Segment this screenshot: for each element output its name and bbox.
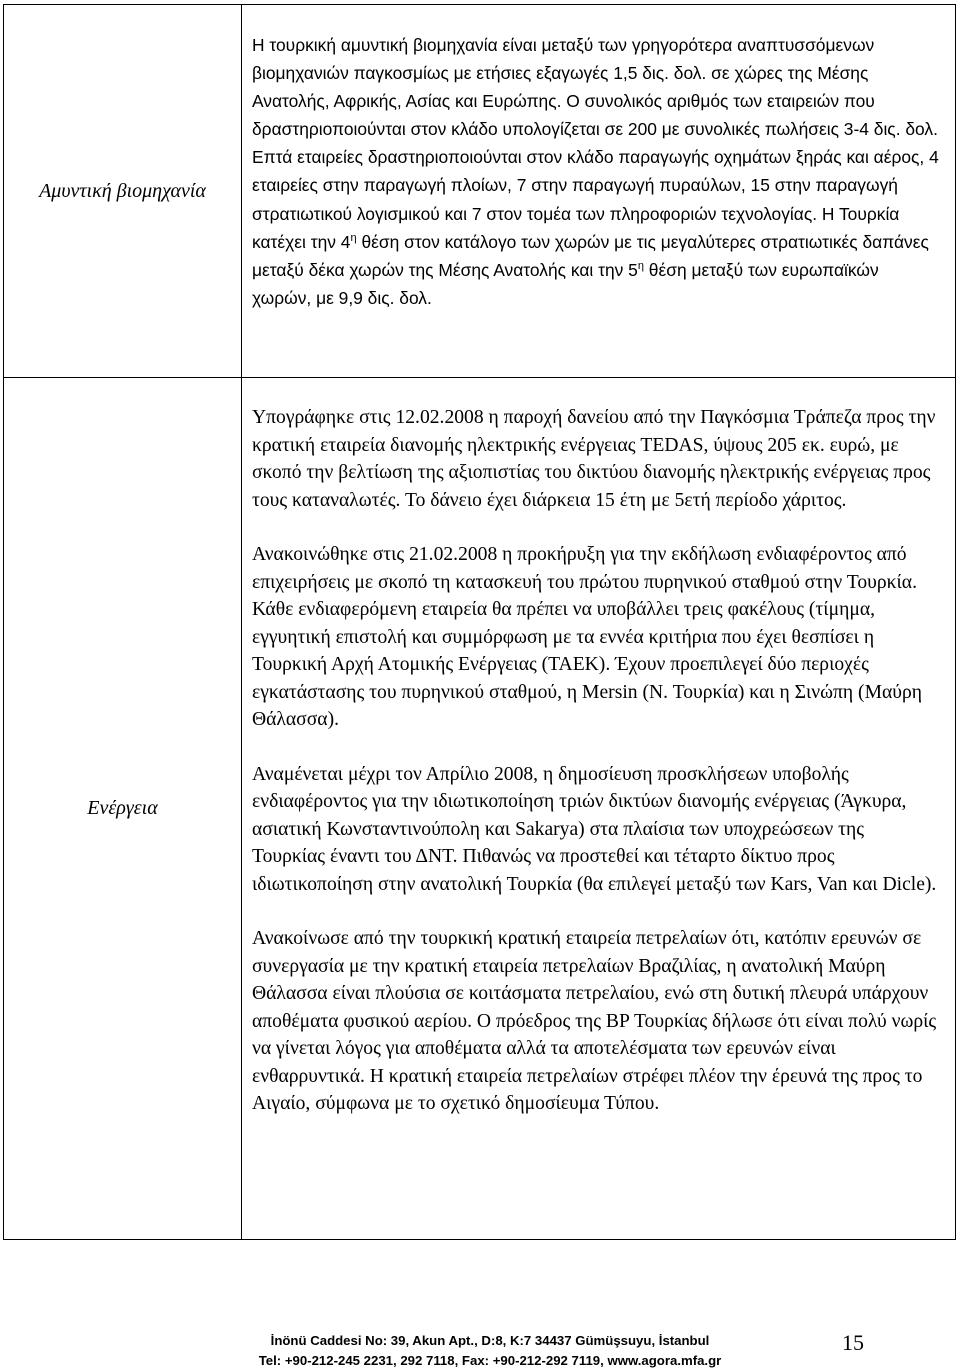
row-label-defense: Αμυντική βιομηχανία bbox=[4, 5, 242, 378]
page-footer bbox=[170, 1331, 810, 1371]
text-segment: θέση μεταξύ των ευρωπαϊκών χωρών, με 9,9 δις. δολ. bbox=[252, 259, 879, 308]
superscript: η bbox=[637, 259, 644, 272]
defense-industry-paragraph bbox=[252, 31, 941, 312]
defense-industry-row bbox=[4, 5, 956, 378]
content-table bbox=[3, 4, 956, 1240]
footer-contact: Tel: +90-212-245 2231, 292 7118, Fax: +90-212-292 7119, www.agora.mfa.gr bbox=[258, 1353, 722, 1368]
energy-paragraph: Ανακοινώθηκε στις 21.02.2008 η προκήρυξη για την εκδήλωση ενδιαφέροντος από επιχειρήσεις με σκοπό τη κατασκευή του πρώτου πυρηνικού σταθμού στην Τουρκία. Κάθε ενδιαφερόμενη εταιρεία θα πρέπει να υποβάλλει τρεις φακέλους (τίμημα, εγγυητική επιστολή και συμμόρφωση με τα εννέα κριτήρια που έχει θεσπίσει η Τουρκική Αρχή Ατομικής Ενέργειας (ΤΑΕΚ). Έχουν προεπιλεγεί δύο περιοχές εγκατάστασης του πυρηνικού σταθμού, η Mersin (Ν. Τουρκία) και η Σινώπη (Μαύρη Θάλασσα). bbox=[252, 544, 922, 730]
text-segment: Η τουρκική αμυντική βιομηχανία είναι μεταξύ των γρηγορότερα αναπτυσσόμενων βιομηχανιών παγκοσμίως με ετήσιες εξαγωγές 1,5 δις. δολ. σε χώρες της Μέσης Ανατολής, Αφρικής, Ασίας και Ευρώπης. Ο συνολικός αριθμός των εταιρειών που δραστηριοποιούνται στον κλάδο υπολογίζεται σε 200 με συνολικές πωλήσεις 3-4 δις. δολ. Επτά εταιρείες δραστηριοποιούνται στον κλάδο παραγωγής οχημάτων ξηράς και αέρος, 4 εταιρείες στην παραγωγή πλοίων, 7 στην παραγωγή πυραύλων, 15 στην παραγωγή στρατιωτικού λογισμικού και 7 στον τομέα των πληροφοριών τεχνολογίας. Η Τουρκία κατέχει την 4 bbox=[252, 35, 939, 252]
energy-row bbox=[4, 378, 956, 1240]
row-label-energy: Ενέργεια bbox=[4, 378, 242, 1240]
footer-address: İnönü Caddesi No: 39, Akun Apt., D:8, K:7 34437 Gümüşsuyu, İstanbul bbox=[270, 1333, 710, 1348]
page-number: 15 bbox=[842, 1330, 864, 1355]
energy-paragraph: Αναμένεται μέχρι τον Απρίλιο 2008, η δημοσίευση προσκλήσεων υποβολής ενδιαφέροντος για την ιδιωτικοποίηση τριών δικτύων διανομής ενέργειας (Άγκυρα, ασιατική Κωνσταντινούπολη και Sakarya) στα πλαίσια των υποχρεώσεων της Τουρκίας έναντι του ΔΝΤ. Πιθανώς να προστεθεί και τέταρτο δίκτυο προς ιδιωτικοποίηση στην ανατολική Τουρκία (θα επιλεγεί μεταξύ των Kars, Van και Dicle). bbox=[252, 763, 937, 895]
energy-paragraph: Ανακοίνωσε από την τουρκική κρατική εταιρεία πετρελαίων ότι, κατόπιν ερευνών σε συνεργασία με την κρατική εταιρεία πετρελαίων Βραζιλίας, η ανατολική Μαύρη Θάλασσα είναι πλούσια σε κοιτάσματα πετρελαίου, ενώ στη δυτική πλευρά υπάρχουν αποθέματα φυσικού αερίου. Ο πρόεδρος της BP Τουρκίας δήλωσε ότι είναι πολύ νωρίς να γίνεται λόγος για αποθέματα αλλά τα αποτελέσματα των ερευνών είναι ενθαρρυντικά. Η κρατική εταιρεία πετρελαίων στρέφει πλέον την έρευνά της προς το Αιγαίο, σύμφωνα με το σχετικό δημοσίευμα Τύπου. bbox=[252, 928, 937, 1114]
superscript: η bbox=[350, 231, 357, 244]
energy-paragraph: Υπογράφηκε στις 12.02.2008 η παροχή δανείου από την Παγκόσμια Τράπεζα προς την κρατική εταιρεία διανομής ηλεκτρικής ενέργειας TEDAS, ύψους 205 εκ. ευρώ, με σκοπό την βελτίωση της αξιοπιστίας του δικτύου διανομής ηλεκτρικής ενέργειας προς τους καταναλωτές. Το δάνειο έχει διάρκεια 15 έτη με 5ετή περίοδο χάριτος. bbox=[252, 407, 936, 511]
energy-cell bbox=[242, 378, 956, 1240]
text-segment: θέση στον κατάλογο των χωρών με τις μεγαλύτερες στρατιωτικές δαπάνες μεταξύ δέκα χωρών της Μέσης Ανατολής και την 5 bbox=[252, 231, 929, 280]
defense-industry-cell bbox=[242, 5, 956, 378]
